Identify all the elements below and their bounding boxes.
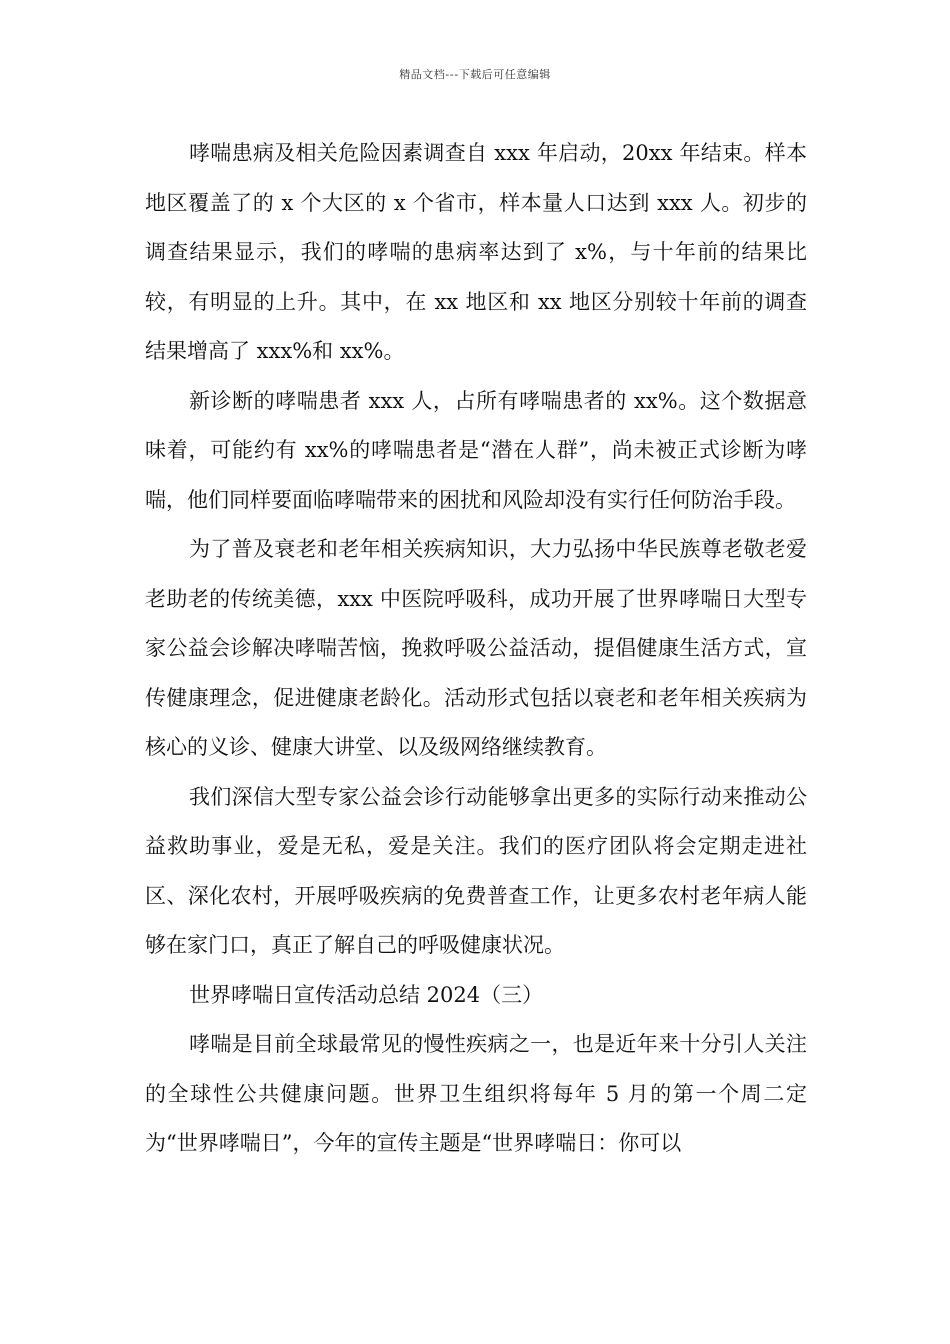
paragraph-intro: 哮喘是目前全球最常见的慢性疾病之一，也是近年来十分引人关注的全球性公共健康问题。世界卫生组织将每年 5 月的第一个周二定为“世界哮喘日”，今年的宣传主题是“世界哮喘日：你可以 [145,1032,807,1155]
document-body [145,129,807,1169]
section-heading: 世界哮喘日宣传活动总结 2024（三） [189,982,544,1007]
paragraph-new-diagnosis: 新诊断的哮喘患者 xxx 人，占所有哮喘患者的 xx%。这个数据意味着，可能约有 xx%的哮喘患者是“潜在人群”，尚未被正式诊断为哮喘，他们同样要面临哮喘带来的困扰和风险却没有实行任何防治手段。 [145,388,807,512]
paragraph-survey: 哮喘患病及相关危险因素调查自 xxx 年启动，20xx 年结束。样本地区覆盖了的 x 个大区的 x 个省市，样本量人口达到 xxx 人。初步的调查结果显示，我们的哮喘的患病率达到了 x%，与十年前的结果比较，有明显的上升。其中，在 xx 地区和 xx 地区分别较十年前的调查结果增高了 xxx%和 xx%。 [145,141,808,363]
paragraph-activity: 为了普及衰老和老年相关疾病知识，大力弘扬中华民族尊老敬老爱老助老的传统美德，xxx 中医院呼吸科，成功开展了世界哮喘日大型专家公益会诊解决哮喘苦恼，挽救呼吸公益活动，提倡健康生活方式，宣传健康理念，促进健康老龄化。活动形式包括以衰老和老年相关疾病为核心的义诊、健康大讲堂、以及级网络继续教育。 [145,537,807,759]
page-header: 精品文档---下载后可任意编辑 [399,68,551,81]
paragraph-commitment: 我们深信大型专家公益会诊行动能够拿出更多的实际行动来推动公益救助事业，爱是无私，爱是关注。我们的医疗团队将会定期走进社区、深化农村，开展呼吸疾病的免费普查工作，让更多农村老年病人能够在家门口，真正了解自己的呼吸健康状况。 [145,784,807,957]
